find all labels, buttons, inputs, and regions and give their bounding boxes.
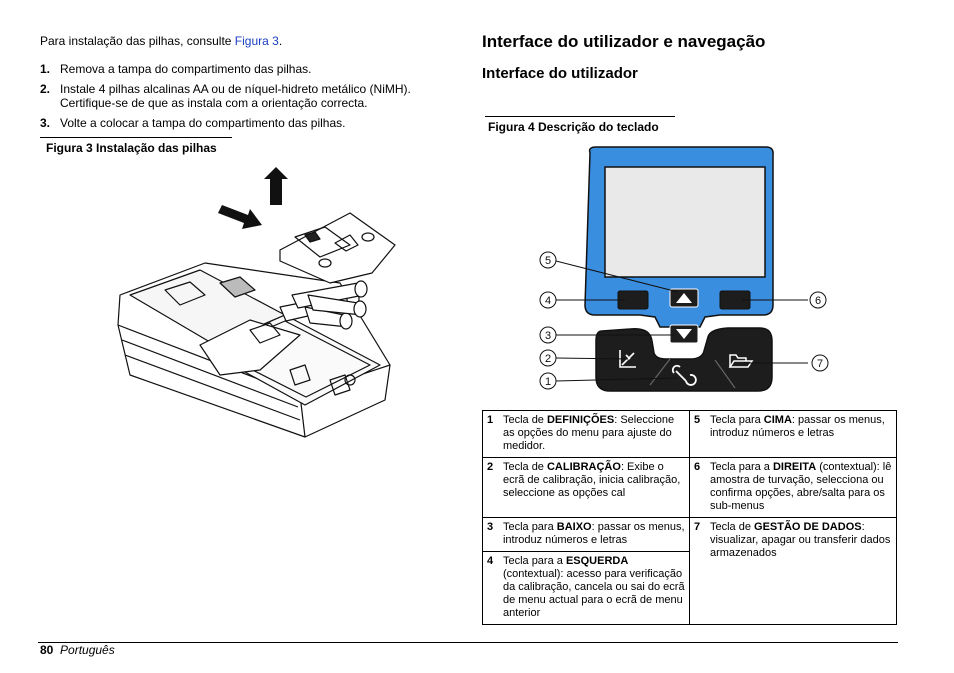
table-row: 4 Tecla para a ESQUERDA (contextual): acesso para verificação da calibração, cancela ou sai do ecrã de menu actual para o ecrã de menu anterior bbox=[483, 552, 897, 625]
section-heading: Interface do utilizador e navegação bbox=[482, 32, 766, 51]
step-3: 3. Volte a colocar a tampa do compartimento das pilhas. bbox=[40, 116, 346, 130]
figure-4-caption: Figura 4 Descrição do teclado bbox=[488, 120, 659, 134]
table-row: 3 Tecla para BAIXO: passar os menus, introduz números e letras 7 Tecla de GESTÃO DE DADOS: visualizar, apagar ou transferir dados armazenados bbox=[483, 518, 897, 552]
table-row: 2 Tecla de CALIBRAÇÃO: Exibe o ecrã de calibração, inicia calibração, seleccione as opções cal 6 Tecla para a DIREITA (contextual): lê amostra de turvação, selecciona ou confirma opções, abre/salta para os sub-menus bbox=[483, 458, 897, 518]
callout-6-label: 6 bbox=[814, 295, 822, 307]
keypad-illustration bbox=[530, 145, 850, 400]
callout-7-label: 7 bbox=[816, 358, 824, 370]
figure-3-link[interactable]: Figura 3 bbox=[234, 34, 279, 48]
step-2: 2. Instale 4 pilhas alcalinas AA ou de níquel-hidreto metálico (NiMH). Certifique-se de que as instala com a orientação correcta. bbox=[40, 82, 411, 110]
page-number: 80 bbox=[40, 643, 54, 657]
keys-description-table bbox=[482, 410, 897, 625]
table-row: 1 Tecla de DEFINIÇÕES: Seleccione as opções do menu para ajuste do medidor. 5 Tecla para CIMA: passar os menus, introduz números e letras bbox=[483, 411, 897, 458]
battery-installation-illustration bbox=[110, 165, 400, 445]
display-screen bbox=[605, 167, 765, 277]
callout-2-label: 2 bbox=[544, 353, 552, 365]
figure-4-rule bbox=[485, 116, 675, 117]
page-footer bbox=[40, 643, 115, 657]
intro-paragraph: Para instalação das pilhas, consulte Figura 3. bbox=[40, 34, 283, 48]
subsection-heading: Interface do utilizador bbox=[482, 65, 638, 82]
figure-3-caption: Figura 3 Instalação das pilhas bbox=[46, 141, 217, 155]
callout-4-label: 4 bbox=[544, 295, 552, 307]
figure-3-rule bbox=[40, 137, 232, 138]
footer-language: Português bbox=[60, 643, 115, 657]
footer-rule bbox=[38, 642, 898, 643]
callout-3-label: 3 bbox=[544, 330, 552, 342]
callout-1-label: 1 bbox=[544, 376, 552, 388]
step-1: 1. Remova a tampa do compartimento das pilhas. bbox=[40, 62, 312, 76]
callout-5-label: 5 bbox=[544, 255, 552, 267]
